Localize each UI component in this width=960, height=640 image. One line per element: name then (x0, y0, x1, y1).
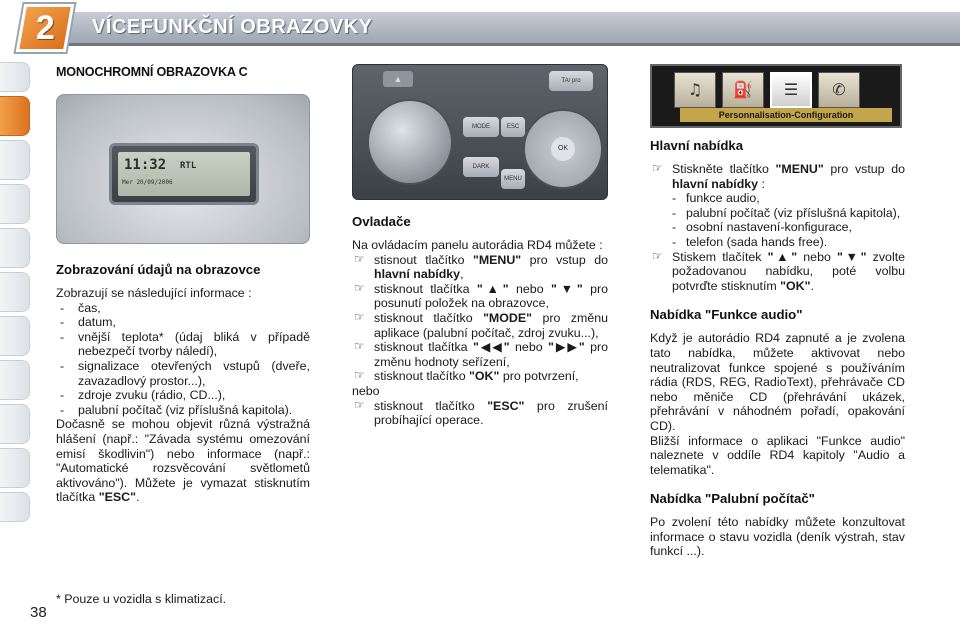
menu-caption: Personnalisation-Configuration (680, 108, 892, 122)
page-title: VÍCEFUNKČNÍ OBRAZOVKY (92, 16, 373, 38)
main-menu-list (650, 162, 905, 191)
chapter-tab-5[interactable] (0, 228, 30, 268)
chapter-number: 2 (35, 8, 55, 47)
phone-icon: ✆ (818, 72, 860, 108)
left-column (56, 64, 310, 505)
menu-screenshot (650, 64, 902, 128)
eject-button: ▲ (383, 71, 413, 87)
info-paragraph (56, 417, 310, 505)
chapter-tab-6[interactable] (0, 272, 30, 312)
volume-knob (367, 99, 453, 185)
list-item: ☞ stisknout tlačítka "◀◀" nebo "▶▶" pro změnu hodnoty seřízení, (352, 340, 608, 369)
esc-button: ESC (501, 117, 525, 137)
controls-title: Ovladače (352, 214, 411, 229)
info-paragraph-text: Dočasně se mohou objevit různá výstražná hlášení (např.: "Závada systému omezování emisí škodlivin") nebo informace (např.: "Automatické rozsvěcování světlometů aktivováno"). Můžete je vymazat stisknutím tlačítka (56, 417, 310, 505)
chapter-tab-2[interactable] (0, 96, 30, 136)
audio-paragraph-1: Když je autorádio RD4 zapnuté a je zvolena tato nabídka, můžete aktivovat nebo neutralizovat funkce spojené s používáním rádia (RDS, REG, RadioText), přehrávače CD nebo měniče CD (přehrávání ukázek, přehrávání v náhodném pořadí, opakování CD). (650, 331, 905, 433)
esc-key-label: "ESC" (98, 490, 136, 505)
list-item: - palubní počítač (viz příslušná kapitola), (650, 206, 905, 221)
chapter-tab-1[interactable] (0, 62, 30, 92)
display-time: 11:32 (124, 157, 167, 173)
main-menu-sublist (650, 191, 905, 249)
settings-sliders-icon: ☰ (770, 72, 812, 108)
list-item: - vnější teplota* (údaj bliká v případě nebezpečí tvorby náledí), (56, 330, 310, 359)
menu-button: MENU (501, 169, 525, 189)
main-menu-title: Hlavní nabídka (650, 138, 744, 153)
menu-icons (674, 72, 860, 108)
chapter-tab-11[interactable] (0, 492, 30, 522)
list-item: - telefon (sada hands free). (650, 235, 905, 250)
list-item: ☞ stisknout tlačítko "MODE" pro změnu aplikace (palubní počítač, zdroj zvuku...), (352, 311, 608, 340)
chapter-tab-8[interactable] (0, 360, 30, 400)
display-screen-inner (118, 152, 250, 196)
controls-list-2 (352, 399, 608, 428)
controls-intro: Na ovládacím panelu autorádia RD4 můžete : (352, 238, 603, 252)
audio-menu-icon: ♫ (674, 72, 716, 108)
trip-computer-icon: ⛽ (722, 72, 764, 108)
display-screen (109, 143, 259, 205)
page-header (0, 0, 960, 52)
display-photo (56, 94, 310, 244)
info-list (56, 301, 310, 418)
page-number: 38 (30, 604, 47, 621)
info-display-title: Zobrazování údajů na obrazovce (56, 262, 261, 277)
mono-display-title: MONOCHROMNÍ OBRAZOVKA C (56, 65, 248, 79)
info-paragraph-end: . (135, 490, 140, 505)
chapter-tab-9[interactable] (0, 404, 30, 444)
list-item: ☞ stisknout tlačítko "ESC" pro zrušení probíhající operace. (352, 399, 608, 428)
chapter-tab-7[interactable] (0, 316, 30, 356)
list-item: ☞ Stiskněte tlačítko "MENU" pro vstup do hlavní nabídky : (650, 162, 905, 191)
list-item: - signalizace otevřených vstupů (dveře, zavazadlový prostor...), (56, 359, 310, 388)
list-item: - datum, (56, 315, 310, 330)
computer-paragraph: Po zvolení této nabídky můžete konzultovat informace o stavu vozidla (deník výstrah, stav funkcí ...). (650, 515, 905, 559)
audio-menu-title: Nabídka "Funkce audio" (650, 307, 803, 323)
list-item: ☞ stisknout tlačítko "OK" pro potvrzení, (352, 369, 608, 384)
chapter-tab-10[interactable] (0, 448, 30, 488)
list-item: - funkce audio, (650, 191, 905, 206)
middle-column (352, 64, 608, 428)
chapter-tab-3[interactable] (0, 140, 30, 180)
list-item: ☞ stisknout tlačítka "▲" nebo "▼" pro posunutí položek na obrazovce, (352, 282, 608, 311)
list-item: - palubní počítač (viz příslušná kapitola). (56, 403, 310, 418)
display-band: RTL (180, 161, 197, 171)
footnote: * Pouze u vozidla s klimatizací. (56, 592, 227, 606)
controls-list (352, 253, 608, 384)
computer-menu-title: Nabídka "Palubní počítač" (650, 491, 815, 507)
mode-button: MODE (463, 117, 499, 137)
chapter-tab-4[interactable] (0, 184, 30, 224)
list-item: ☞ Stiskem tlačítek "▲" nebo "▼" zvolte požadovanou nabídku, poté volbu potvrďte stisknutím "OK". (650, 250, 905, 294)
list-item: ☞ stisnout tlačítko "MENU" pro vstup do hlavní nabídky, (352, 253, 608, 282)
list-item: - osobní nastavení-konfigurace, (650, 220, 905, 235)
or-text: nebo (352, 383, 380, 398)
right-column (650, 64, 905, 559)
chapter-tabs (0, 62, 34, 526)
dark-button: DARK (463, 157, 499, 177)
ok-button: OK (551, 137, 575, 161)
info-intro: Zobrazují se následující informace : (56, 286, 252, 300)
chapter-badge (16, 4, 74, 52)
main-menu-list-2 (650, 250, 905, 294)
display-date: Mer 20/09/2006 (122, 179, 173, 187)
audio-paragraph-2: Bližší informace o aplikaci "Funkce audio" naleznete v oddíle RD4 kapitoly "Audio a telematika". (650, 433, 905, 477)
navigation-pad (523, 109, 603, 189)
controls-photo (352, 64, 608, 200)
list-item: - čas, (56, 301, 310, 316)
list-item: - zdroje zvuku (rádio, CD...), (56, 388, 310, 403)
ta-button: TA/ pro (549, 71, 593, 91)
